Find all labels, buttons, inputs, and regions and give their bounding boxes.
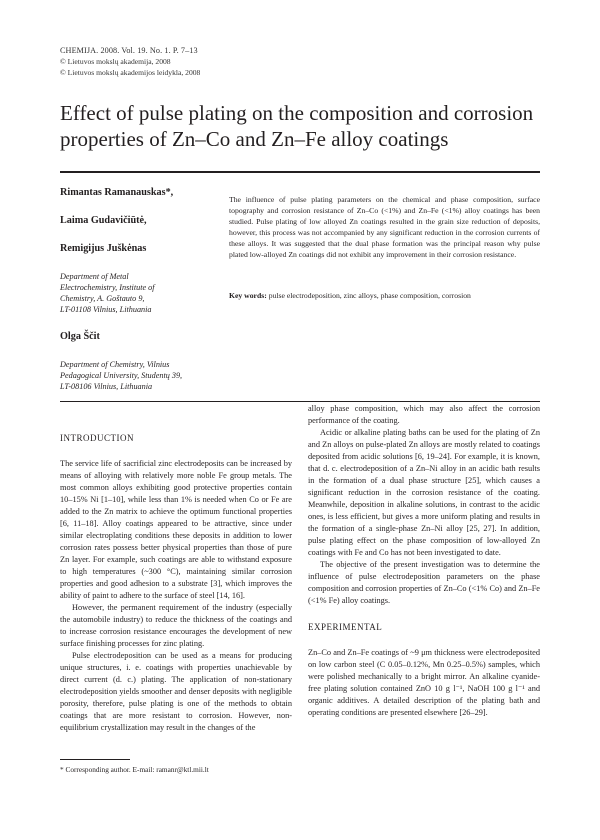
journal-line: CHEMIJA. 2008. Vol. 19. No. 1. P. 7–13 bbox=[60, 46, 198, 55]
author-name: Laima Gudavičiūtė, bbox=[60, 215, 147, 226]
affiliation-line: Chemistry, A. Goštauto 9, bbox=[60, 294, 145, 303]
paragraph: alloy phase composition, which may also affect the corrosion performance of the coating. bbox=[308, 404, 540, 425]
article-title: Effect of pulse plating on the composition and corrosion properties of Zn–Co and Zn–Fe alloy coatings bbox=[60, 101, 534, 151]
section-divider bbox=[60, 401, 540, 402]
keywords-list: pulse electrodeposition, zinc alloys, phase composition, corrosion bbox=[268, 291, 471, 300]
paragraph: Zn–Co and Zn–Fe coatings of ~9 μm thickness were electrodeposited on low carbon steel (C 0.05–0.12%, Mn 0.25–0.5%) samples, which were polished mechanically to a bright mirror. An alkaline cyanide-free plating solution contained ZnO 10 g l⁻¹, NaOH 100 g l⁻¹ and organic additives. A detailed description of the plating bath and operating conditions are presented elsewhere [26–29]. bbox=[308, 648, 540, 717]
experimental-heading: EXPERIMENTAL bbox=[308, 622, 383, 632]
affiliation-line: LT-01108 Vilnius, Lithuania bbox=[60, 305, 152, 314]
footnote: * Corresponding author. E-mail: ramanr@ktl.mii.lt bbox=[60, 765, 209, 774]
author-name: Olga Ščit bbox=[60, 331, 100, 342]
author-name: Remigijus Juškėnas bbox=[60, 243, 147, 254]
affiliation-line: Pedagogical University, Studentų 39, bbox=[60, 371, 183, 380]
paragraph: The service life of sacrificial zinc electrodeposits can be increased by means of alloying with relatively more noble Fe group metals. The most common alloys exhibiting good protective properties contain 10–15% Ni [1–10], while less than 1% is needed when Co or Fe are added to the Zn matrix to achieve the optimum functional properties [6, 11–18]. Alloy coatings appeared to be attractive, since under similar electroplating conditions these deposits in addition to lower corrosion rates possess better physical properties than those of pure Zn layer. For example, such coatings are able to withstand exposure to high temperatures (~300 °C), maintaining similar corrosion properties and good adhesion to a substrate [3], which improves the ability of paint to adhere to the surface of steel [14, 16]. bbox=[60, 459, 292, 600]
affiliation-line: Department of Metal bbox=[60, 272, 129, 281]
author-block bbox=[60, 187, 210, 408]
right-column bbox=[308, 403, 540, 719]
paragraph: Acidic or alkaline plating baths can be used for the plating of Zn and Zn alloys on pulse-plated Zn alloys are mostly related to coatings deposited from acidic solutions [6, 19–24]. For example, it is known, that d. c. electrodeposition of a Zn–Ni alloy in an acidic bath results in the formation of a dual phase structure [25], which causes a significant reduction in the corrosion resistance of the coating. Meanwhile, deposition in alkaline solutions, in contrast to the acidic ones, is less efficient, but gives a more uniform plating and results in the formation of a single-phase Zn–Ni alloy [25, 27]. In addition, pulse plating effect on the phase composition of low-alloyed Zn coatings with Fe and Co has not been investigated to date. bbox=[308, 428, 540, 557]
keywords-label: Key words: bbox=[229, 291, 267, 300]
copyright-line-2: © Lietuvos mokslų akademijos leidykla, 2008 bbox=[60, 68, 201, 77]
footnote-divider bbox=[60, 759, 130, 760]
journal-header bbox=[60, 45, 200, 78]
abstract-text: The influence of pulse plating parameters on the chemical and phase composition, surface topography and corrosion resistance of Zn–Co (<1%) and Zn–Fe (<1%) alloy coatings has been studied. Pulse plating of low alloyed Zn coatings resulted in the grain size reduction of deposits, however, this process was not accompanied by any significant reduction in the corrosion currents of these alloys. It was suggested that the dual phase formation was the principal reason why pulse plated low-alloyed Zn coatings did not exhibit any improvement in their corrosion resistance. bbox=[229, 195, 540, 259]
affiliation-line: Department of Chemistry, Vilnius bbox=[60, 360, 170, 369]
left-column bbox=[60, 432, 292, 734]
keywords bbox=[229, 290, 540, 301]
affiliation-line: Electrochemistry, Institute of bbox=[60, 283, 155, 292]
affiliation-1 bbox=[60, 271, 210, 315]
title-divider bbox=[60, 171, 540, 173]
author-name: Rimantas Ramanauskas*, bbox=[60, 187, 174, 198]
paragraph: The objective of the present investigation was to determine the influence of pulse electrodeposition parameters on the phase composition and corrosion properties of Zn–Co (<1% Co) and Zn–Fe (<1% Fe) alloy coatings. bbox=[308, 560, 540, 605]
paragraph: However, the permanent requirement of the industry (especially the automobile industry) to reduce the thickness of the coatings and to increase corrosion resistance encourages the development of new surface finishing processes for zinc plating. bbox=[60, 603, 292, 648]
affiliation-line: LT-08106 Vilnius, Lithuania bbox=[60, 382, 153, 391]
paragraph: Pulse electrodeposition can be used as a means for producing unique structures, i. e. coatings with properties unachievable by direct current (d. c.) plating. The application of non-stationary electrodeposition yields smoother and denser deposits with negligible porosity, therefore, pulse plating is one of the methods to obtain coatings that are more resistant to corrosion. However, non-equilibrium crystallization may result in the changes of the bbox=[60, 651, 292, 732]
affiliation-2 bbox=[60, 359, 210, 392]
introduction-heading: INTRODUCTION bbox=[60, 433, 134, 443]
copyright-line-1: © Lietuvos mokslų akademija, 2008 bbox=[60, 57, 171, 66]
